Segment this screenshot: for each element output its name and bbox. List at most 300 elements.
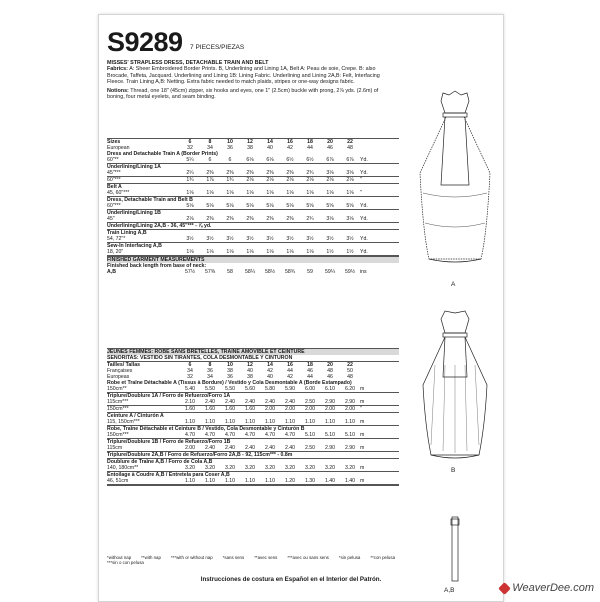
eng-cell: 5⅛: [246, 203, 254, 209]
eng-unit: Yd.: [360, 236, 368, 242]
spa-cell: 1.60: [204, 406, 216, 412]
spa-section-label: Entoilage à Coudre A,B / Entretela para Coser A,B: [107, 472, 230, 478]
fabrics-text: Fabrics: A: Sheer Embroidered Border Prints. B, Underlining and Lining 1A, Belt A: Peau de soie, Crepe. B: also Brocade, Taffeta, Jacquard. Underlining and Lining 1B: Lining Fabric. Underlining and Lining 2A,B: Felt, Interfacing Fleece. Train Lining A,B: Netting. Extra fabric needed to match plaids, stripes or one-way designs fabric.: [107, 66, 380, 86]
eng-finished-cell: 58: [227, 269, 233, 275]
eng-section-label: Dress, Detachable Train and Belt B: [107, 197, 193, 203]
eng-cell: 3½: [246, 236, 254, 242]
europeas-row: Europeas 32 34 36 38 40 42 44 46 48: [107, 374, 399, 380]
spa-row: [107, 432, 399, 438]
weaverdee-logo-icon: [498, 582, 511, 595]
spa-unit: m: [360, 445, 365, 451]
eng-cell: 3½: [306, 236, 314, 242]
spa-cell: 2.40: [284, 445, 296, 451]
eng-row: [107, 157, 399, 163]
eng-section-label: Dress and Detachable Train A (Border Prints): [107, 151, 218, 157]
eng-euro-cell: 34: [207, 145, 213, 151]
spa-row: [107, 419, 399, 425]
finished-sub: Finished back length from base of neck:: [107, 263, 207, 269]
eng-cell: 2⅜: [286, 170, 294, 176]
eng-cell: 1⅛: [306, 249, 314, 255]
eng-unit: Yd.: [360, 216, 368, 222]
description-title: MISSES' STRAPLESS DRESS, DETACHABLE TRAIN AND BELT: [107, 60, 269, 66]
eng-cell: 2⅜: [266, 170, 274, 176]
spa-size-cell: 22: [347, 362, 353, 368]
francaises-row: Françaises 34 36 38 40 42 44 46 48 50: [107, 368, 399, 374]
eng-unit: Yd.: [360, 203, 368, 209]
eng-finished-cell: 59¼: [324, 269, 336, 275]
eng-cell: 3½: [206, 236, 214, 242]
eng-size-cell: 22: [347, 139, 353, 145]
finished-row: A,B 57½ 57⅜ 58 58¼ 58½ 58¾ 59 59¼ 59½ ins: [107, 269, 399, 275]
spa-cell: 4.70: [244, 432, 256, 438]
eng-cell: 5⅛: [286, 203, 294, 209]
footnote: *sin pelusa: [338, 555, 361, 560]
spa-cell: 3.20: [304, 465, 316, 471]
eng-width-label: 45, 60"***: [107, 190, 130, 196]
spa-eu-cell: 46: [327, 374, 333, 380]
spa-cell: 1.10: [344, 419, 356, 425]
spa-cell: 2.40: [224, 445, 236, 451]
eng-section-label: Underlining/Lining 1A: [107, 164, 161, 170]
spa-fr-cell: 46: [307, 368, 313, 374]
eng-section-label: Sew-In Interfacing A,B: [107, 243, 162, 249]
eng-cell: 1⅛: [226, 249, 234, 255]
spa-cell: 1.20: [284, 478, 296, 484]
footnote: **with nap: [141, 555, 161, 560]
spa-cell: 2.00: [324, 406, 336, 412]
spa-cell: 2.40: [224, 399, 236, 405]
eng-cell: 1½: [326, 249, 334, 255]
spa-section-label: Ceinture A / Cinturón A: [107, 413, 164, 419]
watermark: [500, 582, 594, 594]
spa-cell: 2.40: [204, 399, 216, 405]
eng-size-cell: 16: [287, 139, 293, 145]
eng-cell: 1⅛: [326, 190, 334, 196]
spa-cell: 3.20: [244, 465, 256, 471]
eng-cell: 5⅝: [326, 203, 334, 209]
footnote: **con pelusa: [370, 555, 396, 560]
spa-fr-cell: 40: [247, 368, 253, 374]
eng-width-label: 60"***: [107, 177, 121, 183]
eng-euro-cell: 44: [307, 145, 313, 151]
eng-cell: 2¾: [306, 170, 314, 176]
eng-cell: 3½: [286, 236, 294, 242]
spa-section-label: Triplure/Doublure 1A / Forro de Refuerzo/Forro 1A: [107, 393, 231, 399]
eng-cell: 3⅛: [346, 216, 354, 222]
eng-unit: ": [360, 190, 362, 196]
spa-cell: 1.10: [224, 478, 236, 484]
eng-cell: 2¼: [186, 170, 194, 176]
spa-cell: 1.10: [284, 419, 296, 425]
eng-cell: 2¾: [306, 216, 314, 222]
eng-row: [107, 236, 399, 242]
belt-illustration: [445, 515, 465, 583]
eng-cell: 1⅛: [206, 249, 214, 255]
eng-size-cell: 14: [267, 139, 273, 145]
spa-width-label: 150cm***: [107, 406, 129, 412]
spa-cell: 2.00: [304, 406, 316, 412]
eng-cell: 1⅛: [346, 190, 354, 196]
spa-cell: 6.20: [344, 386, 356, 392]
tailles-row: Tailles/ Tallas 6 8 10 12 14 16 18 20 22: [107, 362, 399, 368]
eng-finished-cell: 59½: [344, 269, 356, 275]
spa-cell: 1.10: [204, 419, 216, 425]
eng-finished-cell: 58¼: [244, 269, 256, 275]
eng-cell: 1⅞: [206, 177, 214, 183]
spa-cell: 3.20: [264, 465, 276, 471]
spa-cell: 4.70: [284, 432, 296, 438]
spa-unit: m: [360, 465, 365, 471]
eng-cell: 1⅛: [266, 190, 274, 196]
sizes-row: Sizes 6 8 10 12 14 16 18 20 22: [107, 139, 399, 145]
eng-finished-unit: ins: [360, 269, 367, 275]
eng-cell: 5⅛: [266, 203, 274, 209]
spa-section-label: Triplure/Doublure 1B / Forro de Refuerzo/Forro 1B: [107, 439, 231, 445]
eng-cell: 5⅛: [186, 203, 194, 209]
footnotes: [107, 555, 407, 565]
spa-cell: 5.60: [244, 386, 256, 392]
eng-cell: 5¼: [186, 157, 194, 163]
spa-cell: 1.10: [264, 478, 276, 484]
spa-cell: 1.40: [344, 478, 356, 484]
spa-fr-cell: 50: [347, 368, 353, 374]
eng-row: [107, 190, 399, 196]
eng-cell: 1⅛: [286, 249, 294, 255]
eng-cell: 1⅛: [306, 190, 314, 196]
eng-cell: 2⅜: [226, 170, 234, 176]
spa-width-label: 150cm***: [107, 432, 129, 438]
spa-cell: 5.80: [264, 386, 276, 392]
eng-cell: 5⅛: [206, 203, 214, 209]
spa-eu-cell: 42: [287, 374, 293, 380]
spa-row: [107, 399, 399, 405]
spa-fr-cell: 38: [227, 368, 233, 374]
eng-cell: 1½: [346, 249, 354, 255]
footnote: *sans sens: [222, 555, 245, 560]
spa-row: [107, 445, 399, 451]
spa-section-label: Triplure/Doublure 2A,B / Forro de Refuerzo/Forro 2A,B - 92, 115cm*** - 0.8m: [107, 452, 293, 458]
eng-euro-cell: 38: [247, 145, 253, 151]
spa-cell: 3.20: [204, 465, 216, 471]
eng-cell: 2⅜: [266, 216, 274, 222]
footnote: ***with or without nap: [170, 555, 213, 560]
description: [107, 60, 392, 100]
eng-unit: Yd.: [360, 170, 368, 176]
spa-cell: 5.10: [304, 432, 316, 438]
spa-cell: 1.10: [184, 419, 196, 425]
eng-euro-cell: 42: [287, 145, 293, 151]
spa-cell: 1.10: [244, 419, 256, 425]
eng-euro-cell: 48: [347, 145, 353, 151]
eng-cell: 2⅜: [226, 216, 234, 222]
spa-cell: 6.10: [324, 386, 336, 392]
eng-width-label: 45"***: [107, 170, 121, 176]
eng-section-label: Underlining/Lining 1B: [107, 210, 161, 216]
eng-finished-cell: 58¾: [284, 269, 296, 275]
pattern-number: S9289: [107, 27, 183, 57]
eng-cell: 6⅛: [266, 157, 274, 163]
eng-row: [107, 170, 399, 176]
spa-cell: 1.10: [264, 419, 276, 425]
eng-cell: 1⅛: [186, 190, 194, 196]
eng-cell: 5⅛: [226, 203, 234, 209]
spa-cell: 4.70: [264, 432, 276, 438]
eng-cell: 6: [228, 157, 232, 163]
eng-unit: Yd.: [360, 157, 368, 163]
spa-cell: 1.40: [324, 478, 336, 484]
spa-cell: 4.70: [184, 432, 196, 438]
spa-cell: 2.40: [244, 399, 256, 405]
eng-row: [107, 249, 399, 255]
spa-unit: m: [360, 419, 365, 425]
spa-cell: 2.10: [184, 399, 196, 405]
spa-cell: 2.90: [324, 399, 336, 405]
spanish-instructions-note: Instrucciones de costura en Español en el Interior del Patrón.: [200, 576, 382, 583]
spa-cell: 6.00: [304, 386, 316, 392]
spa-size-cell: 6: [188, 362, 192, 368]
eng-euro-cell: 36: [227, 145, 233, 151]
eng-unit: Yd.: [360, 249, 368, 255]
spa-cell: 5.50: [224, 386, 236, 392]
eng-width-label: 45": [107, 216, 115, 222]
spa-cell: 1.30: [304, 478, 316, 484]
eng-cell: 1⅛: [246, 190, 254, 196]
eng-euro-cell: 46: [327, 145, 333, 151]
spa-size-cell: 20: [327, 362, 333, 368]
eng-row: [107, 177, 399, 183]
spa-cell: 5.50: [204, 386, 216, 392]
spa-cell: 1.10: [304, 419, 316, 425]
eng-cell: 3⅛: [326, 170, 334, 176]
spa-eu-cell: 48: [347, 374, 353, 380]
spa-cell: 2.00: [184, 445, 196, 451]
spa-cell: 1.10: [184, 478, 196, 484]
eng-cell: 2⅛: [306, 177, 314, 183]
eng-cell: 2⅛: [186, 216, 194, 222]
spa-cell: 1.10: [244, 478, 256, 484]
spa-cell: 2.40: [264, 399, 276, 405]
eng-cell: 6⅞: [326, 157, 334, 163]
spa-fr-cell: 36: [207, 368, 213, 374]
eng-cell: 3½: [266, 236, 274, 242]
spa-eu-cell: 32: [187, 374, 193, 380]
watermark-text: WeaverDee.com: [512, 582, 594, 594]
spanish-title-2: SEÑORITAS: VESTIDO SIN TIRANTES, COLA DESMONTABLE Y CINTURÓN: [107, 355, 293, 361]
eng-section-label: Train Lining A,B: [107, 230, 147, 236]
eng-cell: 3⅛: [326, 216, 334, 222]
eng-cell: 2⅛: [346, 177, 354, 183]
eng-cell: 1⅛: [266, 249, 274, 255]
eng-cell: 2⅜: [206, 170, 214, 176]
pattern-envelope-back: [98, 14, 504, 602]
spa-cell: 3.20: [344, 465, 356, 471]
eng-size-cell: 20: [327, 139, 333, 145]
spa-cell: 2.00: [264, 406, 276, 412]
spa-width-label: 115cm: [107, 445, 123, 451]
spa-cell: 1.10: [204, 478, 216, 484]
footnote: **avec sens: [254, 555, 278, 560]
spa-size-cell: 8: [208, 362, 212, 368]
spa-eu-cell: 36: [227, 374, 233, 380]
figure-label-b: B: [451, 467, 456, 474]
spa-cell: 3.20: [224, 465, 236, 471]
spa-row: [107, 465, 399, 471]
spa-cell: 2.50: [304, 399, 316, 405]
spa-eu-cell: 38: [247, 374, 253, 380]
spa-row: [107, 386, 399, 392]
figure-label-ab: A,B: [444, 587, 455, 594]
spa-fr-cell: 42: [267, 368, 273, 374]
spa-unit: m: [360, 386, 365, 392]
eng-cell: 1⅛: [246, 249, 254, 255]
english-yardage-table: [107, 138, 399, 275]
spa-cell: 2.40: [284, 399, 296, 405]
eng-cell: 5⅝: [346, 203, 354, 209]
eng-size-cell: 18: [307, 139, 313, 145]
eng-cell: 1¾: [186, 177, 194, 183]
spa-cell: 5.90: [284, 386, 296, 392]
footnote: *without nap: [107, 555, 132, 560]
spanish-yardage-table: [107, 348, 399, 486]
eng-width-label: 60"**: [107, 157, 119, 163]
spa-section-label: Robe et Traîne Détachable A (Tissus à Bordure) / Vestido y Cola Desmontable A (Borde Estampado): [107, 380, 352, 386]
eng-size-cell: 6: [188, 139, 192, 145]
spa-cell: 2.40: [264, 445, 276, 451]
spa-cell: 2.90: [324, 445, 336, 451]
spa-cell: 5.10: [344, 432, 356, 438]
spa-section-label: Doublure de Traîne A,B / Forro de Cola A,B: [107, 459, 213, 465]
spa-fr-cell: 34: [187, 368, 193, 374]
spa-eu-cell: 34: [207, 374, 213, 380]
figure-label-a: A: [451, 281, 456, 288]
spa-cell: 2.50: [304, 445, 316, 451]
spa-width-label: 46, 51cm: [107, 478, 129, 484]
footnote: ***sin o con pelusa: [107, 560, 144, 565]
eng-cell: 1⅛: [226, 190, 234, 196]
eng-cell: 1⅛: [186, 249, 194, 255]
pattern-header: [107, 29, 244, 56]
dress-b-illustration: [415, 305, 495, 465]
european-row: European 32 34 36 38 40 42 44 46 48: [107, 145, 399, 151]
eng-cell: 3⅛: [346, 170, 354, 176]
eng-row: [107, 203, 399, 209]
spa-unit: m: [360, 432, 365, 438]
spanish-title: JEUNES FEMMES: ROBE SANS BRETELLES, TRAÎNE AMOVIBLE ET CEINTURE: [107, 349, 399, 355]
spa-eu-cell: 40: [267, 374, 273, 380]
eng-cell: 6½: [286, 157, 294, 163]
eng-cell: 3½: [326, 236, 334, 242]
spa-unit: m: [360, 399, 365, 405]
eng-cell: 2⅜: [246, 216, 254, 222]
eng-cell: 6½: [306, 157, 314, 163]
spa-size-cell: 18: [307, 362, 313, 368]
spa-cell: 2.40: [204, 445, 216, 451]
eng-cell: 2⅛: [266, 177, 274, 183]
eng-cell: 5⅝: [306, 203, 314, 209]
finished-title: FINISHED GARMENT MEASUREMENTS: [107, 257, 399, 263]
spa-width-label: 115, 150cm***: [107, 419, 140, 425]
spa-cell: 3.20: [284, 465, 296, 471]
eng-euro-cell: 32: [187, 145, 193, 151]
spa-cell: 3.20: [324, 465, 336, 471]
spa-fr-cell: 44: [287, 368, 293, 374]
spa-unit: ": [360, 406, 362, 412]
spa-size-cell: 10: [227, 362, 233, 368]
eng-cell: 1⅛: [206, 190, 214, 196]
spa-unit: m: [360, 478, 365, 484]
spa-cell: 3.20: [184, 465, 196, 471]
eng-cell: 6: [208, 157, 212, 163]
spa-eu-cell: 44: [307, 374, 313, 380]
eng-width-label: 54, 72"*: [107, 236, 126, 242]
piece-count: 7 PIECES/PIEZAS: [190, 44, 245, 51]
eng-cell: 2⅛: [246, 177, 254, 183]
spa-cell: 4.70: [224, 432, 236, 438]
eng-cell: 2⅛: [286, 177, 294, 183]
spa-width-label: 115cm***: [107, 399, 129, 405]
eng-finished-cell: 57⅜: [204, 269, 216, 275]
spa-cell: 2.90: [344, 399, 356, 405]
eng-section-label: Underlining/Lining 2A,B - 36, 45"*** - ⅞ yd.: [107, 223, 212, 229]
spa-size-cell: 12: [247, 362, 253, 368]
eng-section-label: Belt A: [107, 184, 122, 190]
eng-size-cell: 10: [227, 139, 233, 145]
eng-width-label: 18, 20": [107, 249, 124, 255]
eng-cell: 2⅜: [286, 216, 294, 222]
spa-cell: 1.60: [244, 406, 256, 412]
eng-finished-cell: 59: [307, 269, 313, 275]
eng-cell: 3½: [186, 236, 194, 242]
spa-row: [107, 478, 399, 484]
eng-cell: 2⅛: [326, 177, 334, 183]
spa-cell: 5.40: [184, 386, 196, 392]
spa-cell: 1.60: [184, 406, 196, 412]
dress-a-illustration: [415, 83, 495, 283]
eng-cell: 1⅛: [286, 190, 294, 196]
spa-size-cell: 14: [267, 362, 273, 368]
spa-cell: 5.10: [324, 432, 336, 438]
spa-cell: 1.10: [324, 419, 336, 425]
spa-section-label: Robe, Traîne Détachable et Ceinture B / Vestido, Cola Desmontable y Cinturón B: [107, 426, 305, 432]
notions-text: Notions: Thread, one 18" (45cm) zipper, six hooks and eyes, one 1" (2.5cm) buckle with prong, 2⅞ yds. (2.6m) of boning, four metal eyelets, and seam binding.: [107, 87, 379, 101]
eng-cell: 3½: [226, 236, 234, 242]
spa-fr-cell: 48: [327, 368, 333, 374]
eng-width-label: 60"***: [107, 203, 121, 209]
spa-width-label: 150cm**: [107, 386, 127, 392]
eng-cell: 1¾: [226, 177, 234, 183]
footnote: ***avec ou sans sens: [287, 555, 329, 560]
spa-row: [107, 406, 399, 412]
spa-size-cell: 16: [287, 362, 293, 368]
spa-cell: 2.00: [284, 406, 296, 412]
eng-cell: 2⅜: [206, 216, 214, 222]
spa-cell: 2.40: [244, 445, 256, 451]
spa-cell: 2.00: [344, 406, 356, 412]
eng-size-cell: 8: [208, 139, 212, 145]
eng-cell: 6⅞: [346, 157, 354, 163]
spa-cell: 4.70: [204, 432, 216, 438]
spa-cell: 2.90: [344, 445, 356, 451]
eng-euro-cell: 40: [267, 145, 273, 151]
eng-row: [107, 216, 399, 222]
eng-size-cell: 12: [247, 139, 253, 145]
spa-cell: 1.10: [224, 419, 236, 425]
spa-width-label: 140, 180cm**: [107, 465, 139, 471]
eng-finished-cell: 58½: [264, 269, 276, 275]
spa-cell: 1.60: [224, 406, 236, 412]
eng-cell: 2⅜: [246, 170, 254, 176]
eng-cell: 6⅛: [246, 157, 254, 163]
